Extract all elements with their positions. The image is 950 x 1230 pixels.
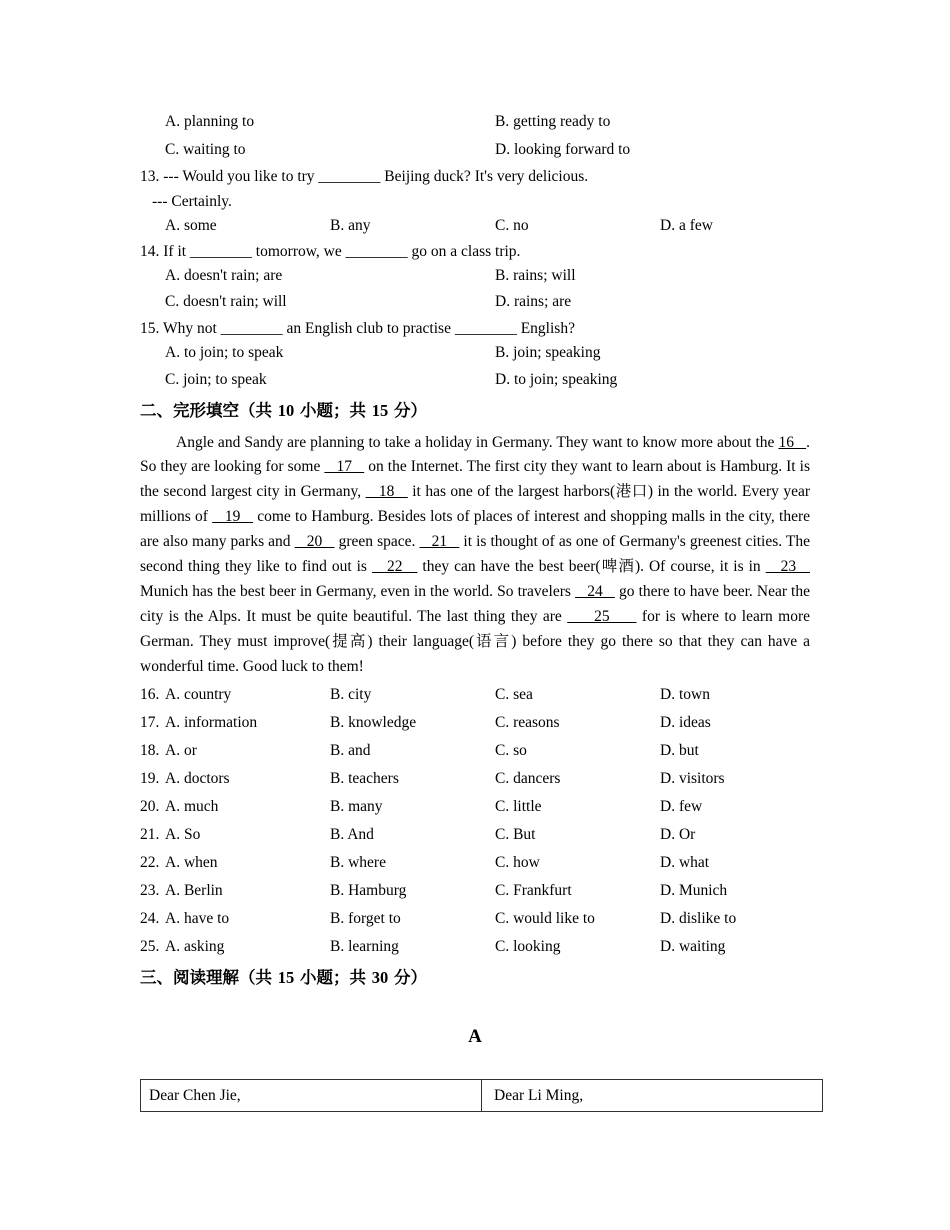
q13-stem: 13. --- Would you like to try ________ Beijing duck? It's very delicious. — [140, 168, 589, 185]
question-row — [140, 793, 810, 821]
question-number: 17. — [140, 713, 160, 731]
q12-options-row2 — [140, 136, 810, 164]
q15-option-b: B. join; speaking — [495, 344, 601, 361]
question-row — [140, 821, 810, 849]
option-c: C. looking — [495, 937, 561, 955]
q12-option-d: D. looking forward to — [495, 141, 631, 158]
option-b: B. forget to — [330, 909, 401, 927]
question-number: 20. — [140, 797, 160, 815]
option-d: D. town — [660, 685, 710, 703]
option-a: A. or — [165, 741, 197, 759]
option-a: A. Berlin — [165, 881, 223, 899]
option-c: C. how — [495, 853, 540, 871]
section2-heading: 二、完形填空（共 10 小题；共 15 分） — [140, 400, 427, 420]
blank-20: 20 — [294, 533, 335, 551]
option-a: A. So — [165, 825, 201, 843]
option-a: A. doctors — [165, 769, 230, 787]
option-d: D. few — [660, 797, 703, 815]
q13-option-c: C. no — [495, 217, 529, 234]
blank-21: 21 — [419, 533, 460, 551]
reading-part-label: A — [468, 1025, 482, 1047]
question-row — [140, 765, 810, 793]
question-row — [140, 877, 810, 905]
option-d: D. dislike to — [660, 909, 737, 927]
option-b: B. and — [330, 741, 371, 759]
q15-stem: 15. Why not ________ an English club to practise ________ English? — [140, 320, 575, 337]
option-d: D. visitors — [660, 769, 725, 787]
q13-option-b: B. any — [330, 217, 371, 234]
option-c: C. dancers — [495, 769, 561, 787]
q15-option-d: D. to join; speaking — [495, 370, 618, 388]
option-d: D. Or — [660, 825, 696, 843]
option-b: B. knowledge — [330, 713, 417, 731]
option-a: A. when — [165, 853, 218, 871]
q14-option-d: D. rains; are — [495, 293, 572, 310]
option-d: D. Munich — [660, 881, 728, 899]
option-a: A. much — [165, 797, 219, 815]
option-a: A. have to — [165, 909, 230, 927]
option-c: C. But — [495, 825, 536, 843]
q13-options — [140, 214, 810, 239]
question-number: 16. — [140, 685, 160, 703]
q14-options-row1 — [140, 264, 810, 289]
option-c: C. would like to — [495, 909, 595, 927]
option-d: D. ideas — [660, 713, 711, 731]
question-row — [140, 849, 810, 877]
option-d: D. what — [660, 853, 710, 871]
option-c: C. reasons — [495, 713, 560, 731]
question-number: 22. — [140, 853, 160, 871]
blank-16: 16 — [778, 433, 807, 451]
cloze-questions — [140, 681, 810, 961]
blank-19: 19 — [212, 508, 254, 526]
option-a: A. information — [165, 713, 258, 731]
option-b: B. where — [330, 853, 386, 871]
letter-left-greeting: Dear Chen Jie, — [141, 1080, 482, 1112]
q13-option-d: D. a few — [660, 217, 713, 234]
letter-right-greeting: Dear Li Ming, — [482, 1080, 823, 1112]
question-number: 19. — [140, 769, 160, 787]
question-number: 25. — [140, 937, 160, 955]
option-b: B. learning — [330, 937, 399, 955]
letters-row — [141, 1080, 823, 1112]
q14-option-a: A. doesn't rain; are — [165, 266, 283, 284]
q15-options-row1 — [140, 341, 810, 366]
option-b: B. city — [330, 685, 372, 703]
question-row — [140, 737, 810, 765]
question-row — [140, 933, 810, 961]
option-a: A. asking — [165, 937, 225, 955]
letters-table — [140, 1079, 823, 1112]
option-c: C. so — [495, 741, 527, 759]
option-d: D. waiting — [660, 937, 726, 955]
question-number: 21. — [140, 825, 160, 843]
question-row — [140, 709, 810, 737]
q14-stem: 14. If it ________ tomorrow, we ________ go on a class trip. — [140, 242, 521, 260]
option-b: B. And — [330, 825, 374, 843]
question-row — [140, 681, 810, 709]
exam-page — [140, 108, 810, 1055]
option-d: D. but — [660, 741, 699, 759]
q15-options-row2 — [140, 366, 810, 394]
q15-option-a: A. to join; to speak — [165, 344, 284, 361]
blank-18: 18 — [365, 483, 408, 501]
q12-option-c: C. waiting to — [165, 141, 246, 158]
q12-option-b: B. getting ready to — [495, 113, 611, 130]
section3-heading: 三、阅读理解（共 15 小题；共 30 分） — [140, 967, 427, 987]
question-number: 24. — [140, 909, 160, 927]
question-number: 23. — [140, 881, 160, 899]
option-b: B. Hamburg — [330, 881, 407, 899]
blank-24: 24 — [575, 582, 615, 600]
q13-option-a: A. some — [165, 217, 217, 234]
option-b: B. many — [330, 797, 383, 815]
q13-reply: --- Certainly. — [152, 193, 232, 210]
q14-option-b: B. rains; will — [495, 266, 576, 284]
q12-option-a: A. planning to — [165, 113, 255, 130]
cloze-passage: Angle and Sandy are planning to take a holiday in Germany. They want to know more about the 16 . So they are looking for some 17 on the Internet. The first city they want to learn about is Hamburg. It is the second largest city in Germany, 18 it has one of the largest harbors(港口) in the world. Every year millions of 19 come to Hamburg. Besides lots of places of interest and shopping malls in the city, there are also many parks and 20 green space. 21 it is thought of as one of Germany's greenest cities. The second thing they like to find out is 22 they can have the best beer(啤酒). Of course, it is in 23 Munich has the best beer in Germany, even in the world. So travelers 24 go there to have beer. Near the city is the Alps. It must be quite beautiful. The last thing they are 25 for is where to learn more German. They must improve(提高) their language(语言) before they go there so that they can have a wonderful time. Good luck to them! — [140, 433, 811, 675]
q14-option-c: C. doesn't rain; will — [165, 293, 287, 310]
option-c: C. little — [495, 797, 542, 815]
option-b: B. teachers — [330, 769, 399, 787]
blank-17: 17 — [324, 458, 365, 476]
option-a: A. country — [165, 685, 232, 703]
question-row — [140, 905, 810, 933]
option-c: C. Frankfurt — [495, 881, 572, 899]
q15-option-c: C. join; to speak — [165, 370, 267, 388]
blank-22: 22 — [371, 558, 418, 576]
question-number: 18. — [140, 741, 160, 759]
q12-options-row1 — [140, 108, 810, 136]
blank-23: 23 — [765, 558, 811, 576]
option-c: C. sea — [495, 685, 533, 703]
q14-options-row2 — [140, 288, 810, 316]
blank-25: 25 — [567, 607, 637, 625]
